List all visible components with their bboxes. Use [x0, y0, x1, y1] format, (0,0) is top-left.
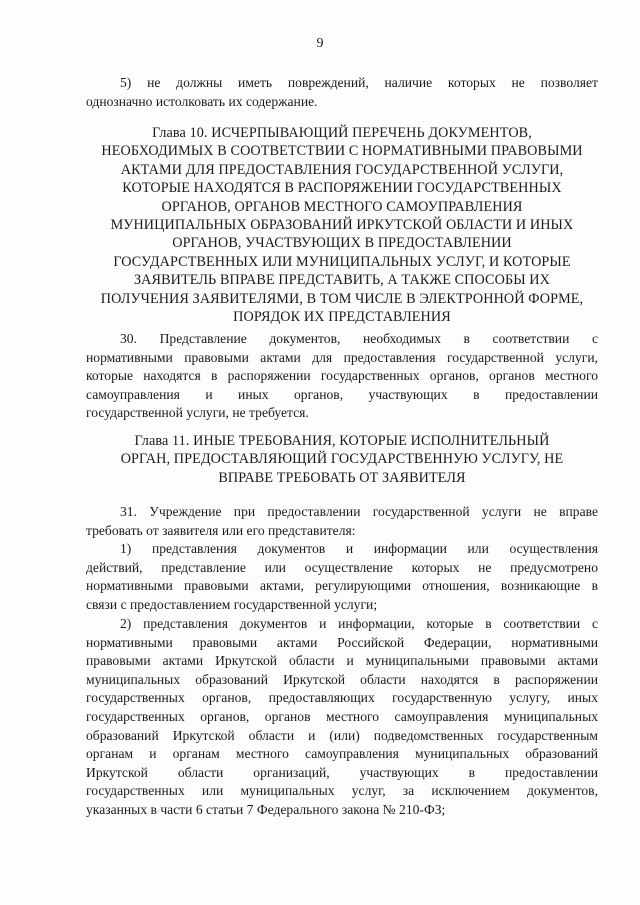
- text-line: нормативными правовыми актами для предоставления государственной услуги,: [86, 349, 598, 365]
- text-line: государственных органов, органов местного самоуправления муниципальных: [86, 708, 598, 724]
- text-line: действий, представление или осуществление которых не предусмотрено: [86, 559, 598, 575]
- text-line: государственных или муниципальных услуг, за исключением документов,: [86, 783, 598, 799]
- text-line: муниципальных образований Иркутской области находятся в распоряжении: [86, 671, 598, 687]
- heading-line: АКТАМИ ДЛЯ ПРЕДОСТАВЛЕНИЯ ГОСУДАРСТВЕННОЙ УСЛУГИ,: [120, 161, 564, 178]
- heading-line: ПОРЯДОК ИХ ПРЕДСТАВЛЕНИЯ: [233, 308, 451, 325]
- heading-line: НЕОБХОДИМЫХ В СООТВЕТСТВИИ С НОРМАТИВНЫМИ ПРАВОВЫМИ: [101, 143, 583, 160]
- text-line: которые находятся в распоряжении государственных органов, органов местного: [86, 368, 598, 384]
- text-line: 2) представления документов и информации, которые в соответствии с: [120, 616, 598, 631]
- heading-line: ВПРАВЕ ТРЕБОВАТЬ ОТ ЗАЯВИТЕЛЯ: [218, 469, 466, 486]
- text-line: 1) представления документов и информации или осуществления: [120, 541, 598, 556]
- text-line: нормативными правовыми актами, регулирующими отношения, возникающие в: [86, 578, 598, 594]
- page-number: 9: [316, 36, 324, 51]
- list-item-1: [86, 540, 598, 614]
- list-item-2: [86, 615, 598, 820]
- paragraph-item-5: [86, 74, 598, 111]
- text-line: Иркутской области организаций, участвующих в предоставлении: [86, 764, 598, 780]
- text-line: 31. Учреждение при предоставлении государственной услуги не вправе: [120, 504, 598, 519]
- paragraph-30: [86, 330, 598, 423]
- chapter-10-heading: [86, 124, 598, 326]
- heading-line: ОРГАНОВ, УЧАСТВУЮЩИХ В ПРЕДОСТАВЛЕНИИ: [172, 235, 512, 252]
- text-line: образований Иркутской области и (или) подведомственных государственным: [86, 727, 598, 743]
- heading-line: ЗАЯВИТЕЛЬ ВПРАВЕ ПРЕДСТАВИТЬ, А ТАКЖЕ СПОСОБЫ ИХ: [133, 272, 551, 289]
- text-line: самоуправления и иных органов, участвующих в предоставлении: [86, 386, 598, 402]
- text-line: органам и органам местного самоуправления муниципальных образований: [86, 746, 598, 762]
- text-line: правовыми актами Иркутской области и муниципальными правовыми актами: [86, 653, 598, 669]
- heading-line: ГОСУДАРСТВЕННЫХ ИЛИ МУНИЦИПАЛЬНЫХ УСЛУГ, И КОТОРЫЕ: [113, 253, 571, 270]
- text-line: требовать от заявителя или его представителя:: [86, 522, 356, 538]
- text-line: связи с предоставлением государственной услуги;: [86, 596, 378, 612]
- heading-line: Глава 11. ИНЫЕ ТРЕБОВАНИЯ, КОТОРЫЕ ИСПОЛНИТЕЛЬНЫЙ: [134, 433, 550, 449]
- text-line: государственных органов, предоставляющих государственную услугу, иных: [86, 690, 598, 706]
- text-line: нормативными правовыми актами Российской Федерации, нормативными: [86, 634, 598, 650]
- heading-line: МУНИЦИПАЛЬНЫХ ОБРАЗОВАНИЙ ИРКУТСКОЙ ОБЛАСТИ И ИНЫХ: [110, 216, 574, 233]
- heading-line: ОРГАНОВ, ОРГАНОВ МЕСТНОГО САМОУПРАВЛЕНИЯ: [161, 198, 523, 215]
- heading-line: КОТОРЫЕ НАХОДЯТСЯ В РАСПОРЯЖЕНИИ ГОСУДАРСТВЕННЫХ: [122, 180, 562, 197]
- heading-line: Глава 10. ИСЧЕРПЫВАЮЩИЙ ПЕРЕЧЕНЬ ДОКУМЕНТОВ,: [152, 125, 532, 141]
- text-line: указанных в части 6 статьи 7 Федерального закона № 210-ФЗ;: [86, 801, 446, 817]
- paragraph-31: [86, 503, 598, 540]
- text-line: государственной услуги, не требуется.: [86, 405, 309, 421]
- chapter-11-heading: [86, 432, 598, 487]
- heading-line: ПОЛУЧЕНИЯ ЗАЯВИТЕЛЯМИ, В ТОМ ЧИСЛЕ В ЭЛЕКТРОННОЙ ФОРМЕ,: [100, 290, 584, 307]
- text-line: 5) не должны иметь повреждений, наличие которых не позволяет: [120, 75, 598, 90]
- text-line: однозначно истолковать их содержание.: [86, 93, 318, 109]
- text-line: 30. Представление документов, необходимых в соответствии с: [120, 331, 598, 346]
- heading-line: ОРГАН, ПРЕДОСТАВЛЯЮЩИЙ ГОСУДАРСТВЕННУЮ УСЛУГУ, НЕ: [120, 451, 564, 468]
